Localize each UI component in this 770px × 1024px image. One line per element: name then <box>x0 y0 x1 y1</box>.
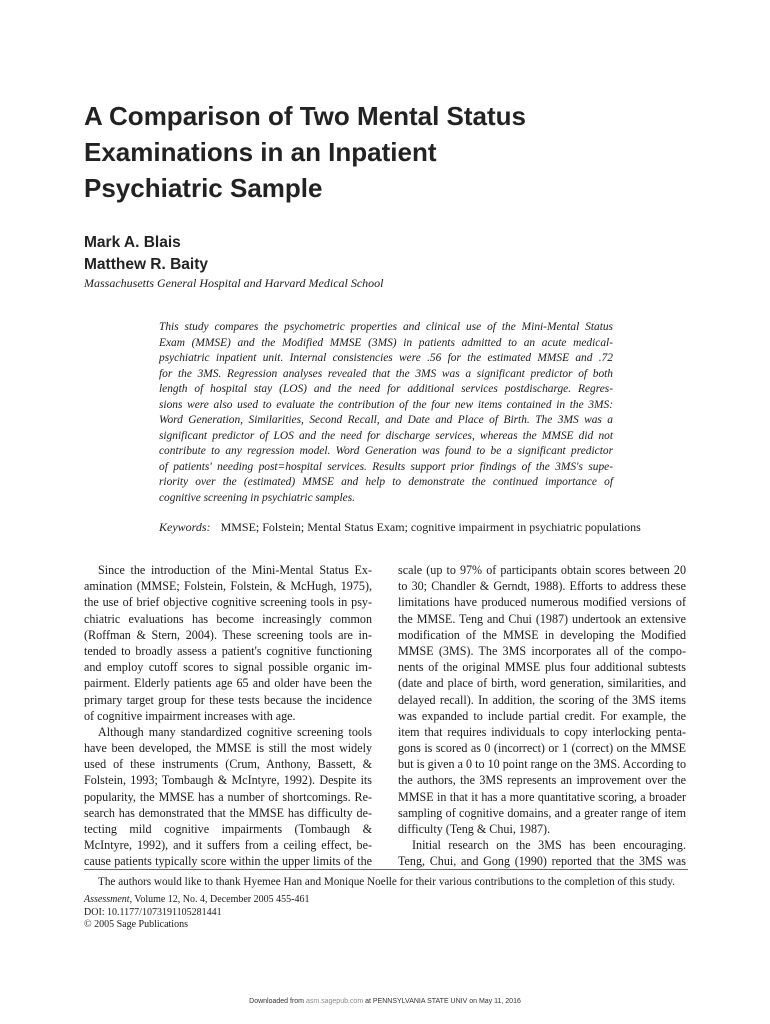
body-line: of cognitive impairment increases with age. <box>84 708 296 723</box>
author-name: Matthew R. Baity <box>84 256 209 273</box>
body-line: the MMSE. Teng and Chui (1987) undertook an extensive <box>398 611 686 626</box>
body-line: search has demonstrated that the MMSE has difficulty de- <box>84 805 372 820</box>
body-column-left <box>84 562 372 870</box>
abstract-line: riority over the (estimated) MMSE and help to demonstrate the continued importance of <box>159 476 613 488</box>
body-line: Teng, Chui, and Gong (1990) reported that the 3MS was <box>398 854 686 869</box>
abstract-line: cognitive screening in psychiatric samples. <box>159 491 356 504</box>
title-line: A Comparison of Two Mental Status <box>84 101 527 131</box>
body-line: difficulty (Teng & Chui, 1987). <box>398 822 551 836</box>
footnote-divider <box>84 869 688 870</box>
keywords-label: Keywords: <box>159 520 211 534</box>
download-host-link[interactable]: asm.sagepub.com <box>305 998 364 1005</box>
article-title <box>84 98 604 206</box>
body-line: (Roffman & Stern, 2004). These screening tools are in- <box>84 627 372 642</box>
author-list <box>84 232 208 276</box>
body-line: scale (up to 97% of participants obtain scores between 20 <box>398 563 686 577</box>
body-line: cause patients typically score within the upper limits of the <box>84 854 372 869</box>
abstract-line: significant predictor of LOS and the need for discharge services, whereas the MMSE did not <box>159 429 613 442</box>
body-line: delayed recall). In addition, the scoring of the 3MS items <box>398 692 686 707</box>
body-line: sampling of cognitive domains, and a greater range of item <box>398 805 686 820</box>
body-line: MMSE (3MS). The 3MS incorporates all of the compo- <box>398 643 686 658</box>
body-line: the use of brief objective cognitive screening tools in psy- <box>84 595 372 610</box>
body-line: Initial research on the 3MS has been encouraging. <box>412 838 686 853</box>
body-line: but is given a 0 to 10 point range on the 3MS. According to <box>398 757 686 772</box>
body-line: and employ cutoff scores to signal possible organic im- <box>84 660 372 675</box>
body-line: primary target group for these tests because the incidence <box>84 692 372 707</box>
abstract-line: contribute to any regression model. Word Generation was found to be a significant predictor <box>159 445 613 457</box>
body-line: pairment. Elderly patients age 65 and older have been the <box>84 676 372 691</box>
abstract-line: Word Generation, Similarities, Second Recall, and Date and Place of Birth. The 3MS was a <box>159 414 613 426</box>
body-line: (date and place of birth, word generation, similarities, and <box>398 676 686 691</box>
body-line: Although many standardized cognitive screening tools <box>98 724 372 739</box>
abstract <box>159 320 613 506</box>
title-line: Examinations in an Inpatient <box>84 137 437 167</box>
body-line: tended to broadly assess a patient's cognitive functioning <box>84 643 372 658</box>
keywords-text: MMSE; Folstein; Mental Status Exam; cognitive impairment in psychiatric populations <box>220 520 641 534</box>
body-line: chiatric evaluations has become increasingly common <box>84 611 372 626</box>
body-line: limitations have produced numerous modified versions of <box>398 595 686 610</box>
body-line: the authors, the 3MS represents an improvement over the <box>398 773 686 788</box>
body-line: used of these instruments (Crum, Anthony, Bassett, & <box>84 757 372 772</box>
body-line: gons is scored as 0 (incorrect) or 1 (correct) on the MMSE <box>398 741 686 756</box>
citation-block <box>84 894 309 932</box>
body-line: popularity, the MMSE has a number of shortcomings. Re- <box>84 789 372 804</box>
body-line: modification of the MMSE in developing the Modified <box>398 627 686 642</box>
body-line: Folstein, 1993; Tombaugh & McIntyre, 1992). Despite its <box>84 773 372 788</box>
abstract-line: sions were also used to evaluate the contribution of the four new items contained in the 3MS: <box>159 398 613 411</box>
author-affiliation: Massachusetts General Hospital and Harvard Medical School <box>84 276 384 290</box>
author-name: Mark A. Blais <box>84 234 181 251</box>
doi-line: DOI: 10.1177/1073191105281441 <box>84 906 222 918</box>
body-line: item that requires individuals to copy interlocking penta- <box>398 724 686 739</box>
abstract-line: length of hospital stay (LOS) and the need for additional services postdischarge. Regres- <box>159 383 613 395</box>
body-line: tecting mild cognitive impairments (Tombaugh & <box>84 822 372 836</box>
abstract-line: psychiatric inpatient unit. Internal consistencies were .56 for the estimated MMSE and .72 <box>159 352 613 364</box>
body-line: Since the introduction of the Mini-Mental Status Ex- <box>98 563 372 577</box>
abstract-line: of patients' needing post=hospital services. Results support prior findings of the 3MS's supe- <box>159 460 613 473</box>
body-line: have been developed, the MMSE is still the most widely <box>84 741 372 756</box>
journal-details: , Volume 12, No. 4, December 2005 455-461 <box>129 894 310 905</box>
abstract-line: Exam (MMSE) and the Modified MMSE (3MS) in patients admitted to an acute medical- <box>159 336 613 349</box>
acknowledgment-note: The authors would like to thank Hyemee Han and Monique Noelle for their various contributions to the completion of this study. <box>98 876 675 888</box>
copyright-line: © 2005 Sage Publications <box>84 919 188 930</box>
body-line: to 30; Chandler & Gerndt, 1988). Efforts to address these <box>398 579 686 594</box>
keywords <box>159 519 641 535</box>
citation-journal-line <box>84 894 309 907</box>
journal-name: Assessment <box>84 894 130 905</box>
abstract-line: This study compares the psychometric properties and clinical use of the Mini-Mental Status <box>159 321 613 333</box>
body-line: was expanded to include partial credit. For example, the <box>398 708 686 723</box>
body-column-right <box>398 562 686 870</box>
download-suffix: at PENNSYLVANIA STATE UNIV on May 11, 2016 <box>363 998 521 1005</box>
body-line: McIntyre, 1992), and it suffers from a ceiling effect, be- <box>84 838 372 853</box>
abstract-line: for the 3MS. Regression analyses revealed that the 3MS was a significant predictor of both <box>159 367 613 380</box>
download-prefix: Downloaded from <box>249 998 306 1005</box>
body-line: amination (MMSE; Folstein, Folstein, & McHugh, 1975), <box>84 579 372 594</box>
download-stamp <box>0 997 770 1007</box>
body-line: nents of the original MMSE plus four additional subtests <box>398 660 686 675</box>
body-line: MMSE in that it has a more quantitative scoring, a broader <box>398 789 686 804</box>
title-line: Psychiatric Sample <box>84 173 323 203</box>
